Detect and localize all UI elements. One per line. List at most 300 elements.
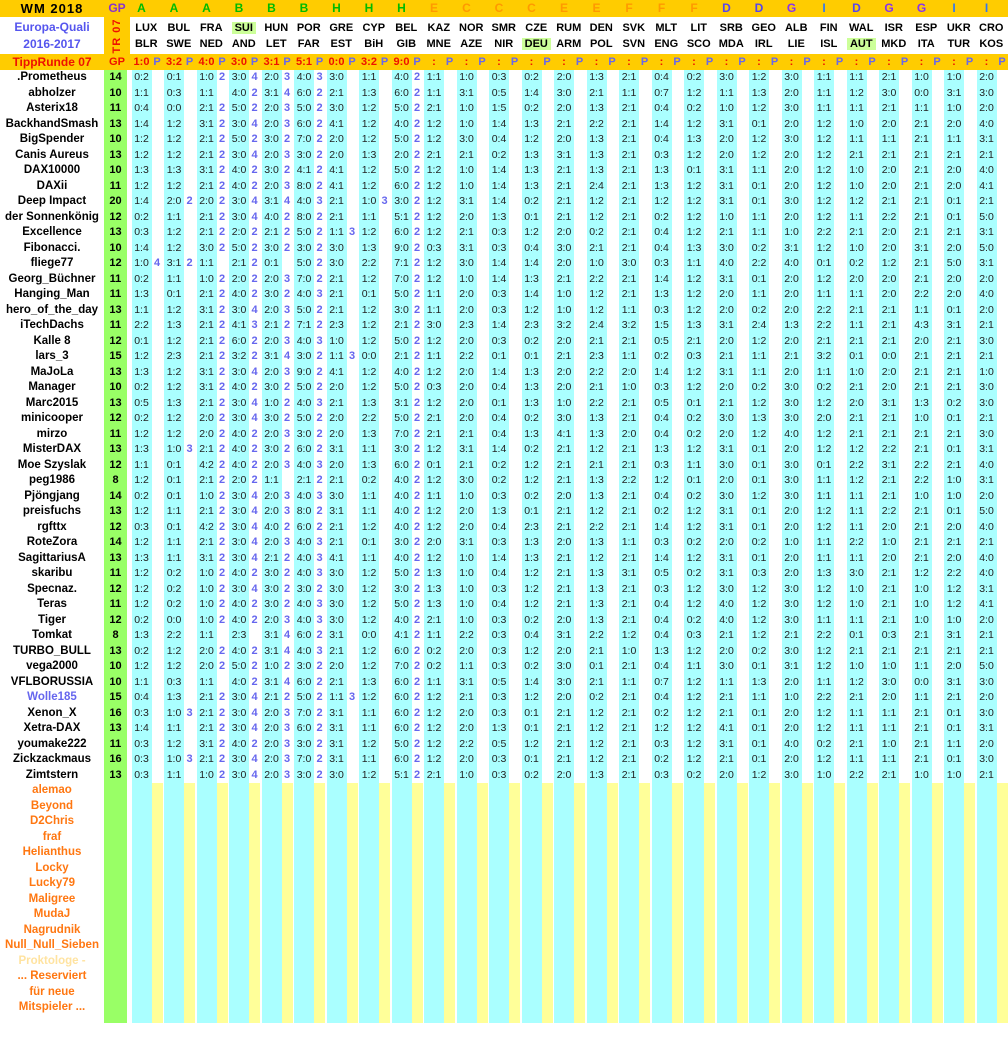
- match-cell: [553, 613, 586, 629]
- player-row: [0, 349, 1008, 365]
- prediction-cell: 2:0: [457, 752, 477, 768]
- points-cell: [347, 706, 358, 722]
- player-name[interactable]: fliege77: [30, 257, 74, 269]
- points-cell: [574, 628, 585, 644]
- prediction-cell: 3:0: [782, 613, 802, 629]
- match-cell: [260, 675, 293, 691]
- points-cell: [737, 613, 748, 629]
- prediction-cell: 4:0: [977, 287, 997, 303]
- match-cell: [423, 349, 456, 365]
- match-cell: [390, 675, 423, 691]
- player-name[interactable]: hero_of_the_day: [5, 303, 99, 316]
- points-cell: [737, 210, 748, 226]
- match-teams: [325, 17, 358, 54]
- points-cell: [964, 411, 975, 427]
- player-row: [0, 582, 1008, 598]
- player-predictions: [130, 535, 1008, 551]
- empty-points-cell: [769, 845, 780, 861]
- match-cell: [683, 613, 716, 629]
- points-cell: [347, 551, 358, 567]
- player-name[interactable]: Georg_Büchner: [8, 272, 96, 285]
- match-cell: [488, 334, 521, 350]
- match-cell: [423, 659, 456, 675]
- prediction-cell: 2:0: [262, 117, 282, 133]
- empty-prediction-cell: [392, 845, 412, 861]
- points-cell: [802, 690, 813, 706]
- player-row: [0, 597, 1008, 613]
- points-cell: [607, 675, 618, 691]
- player-name[interactable]: RoteZora: [26, 536, 78, 548]
- player-name[interactable]: DAXii: [36, 179, 68, 192]
- group-letter: D: [754, 1, 764, 15]
- prediction-cell: 3:0: [977, 675, 997, 691]
- group-column: [780, 0, 813, 17]
- match-cell: [520, 504, 553, 520]
- empty-prediction-cell: [164, 907, 184, 923]
- inactive-player-name: fraf: [42, 830, 62, 843]
- match-cell: [813, 551, 846, 567]
- player-name[interactable]: BigSpender: [19, 133, 85, 145]
- points-cell: [932, 504, 943, 520]
- match-cell: [813, 458, 846, 474]
- match-cell: [163, 520, 196, 536]
- prediction-cell: 0:1: [944, 752, 964, 768]
- player-name[interactable]: Tomkat: [31, 629, 73, 641]
- points-cell: [899, 334, 910, 350]
- prediction-cell: 3:1: [977, 473, 997, 489]
- player-name[interactable]: MaJoLa: [30, 365, 74, 378]
- match-cell: [163, 179, 196, 195]
- prediction-cell: 2:1: [424, 427, 444, 443]
- match-cell: [553, 830, 586, 846]
- empty-points-cell: [704, 799, 715, 815]
- player-name[interactable]: VFLBORUSSIA: [10, 675, 94, 688]
- prediction-cell: 4:0: [392, 473, 412, 489]
- prediction-cell: 2:0: [717, 535, 737, 551]
- match-cell: [943, 628, 976, 644]
- match-cell: [975, 706, 1008, 722]
- home-team: [813, 20, 846, 36]
- empty-points-cell: [477, 814, 488, 830]
- player-name[interactable]: rgfttx: [37, 520, 67, 533]
- prediction-cell: 2:3: [327, 318, 347, 334]
- points-cell: [444, 287, 455, 303]
- player-name[interactable]: Moe Szyslak: [17, 458, 87, 471]
- player-row: [0, 132, 1008, 148]
- match-cell: [618, 613, 651, 629]
- prediction-cell: 1:0: [197, 566, 217, 582]
- points-cell: [834, 458, 845, 474]
- inactive-cells: [130, 876, 1008, 892]
- inactive-row: [0, 799, 1008, 815]
- match-cell: [260, 179, 293, 195]
- prediction-cell: 4:0: [392, 504, 412, 520]
- points-cell: 2: [218, 644, 226, 657]
- prediction-cell: 1:0: [457, 582, 477, 598]
- player-name[interactable]: BackhandSmash: [5, 117, 99, 130]
- points-cell: [997, 520, 1008, 536]
- prediction-cell: 2:1: [619, 768, 639, 784]
- empty-prediction-cell: [587, 783, 607, 799]
- points-cell: [607, 721, 618, 737]
- points-cell: [704, 256, 715, 272]
- prediction-cell: 1:1: [879, 706, 899, 722]
- prediction-cell: 2:1: [912, 721, 932, 737]
- player-name[interactable]: DAX10000: [23, 164, 81, 176]
- prediction-cell: 1:2: [587, 194, 607, 210]
- player-name[interactable]: preisfuchs: [22, 505, 82, 517]
- points-cell: [737, 659, 748, 675]
- prediction-cell: 0:3: [652, 737, 672, 753]
- match-cell: [488, 752, 521, 768]
- match-cell: [423, 396, 456, 412]
- prediction-cell: 2:1: [912, 535, 932, 551]
- points-cell: 2: [283, 598, 291, 610]
- prediction-cell: 2:2: [164, 628, 184, 644]
- prediction-cell: 0:1: [944, 504, 964, 520]
- prediction-cell: 1:0: [554, 287, 574, 303]
- player-name[interactable]: iTechDachs: [20, 319, 84, 331]
- prediction-cell: 2:1: [619, 752, 639, 768]
- points-cell: [672, 210, 683, 226]
- prediction-cell: 7:0: [294, 272, 314, 288]
- inactive-cells: [130, 783, 1008, 799]
- home-team-code: CRO: [979, 22, 1004, 34]
- points-cell: [672, 117, 683, 133]
- prediction-cell: 2:1: [912, 210, 932, 226]
- match-cell: [585, 706, 618, 722]
- points-cell: [347, 644, 358, 660]
- points-cell: [444, 582, 455, 598]
- empty-points-cell: [997, 876, 1008, 892]
- player-name[interactable]: Deep Impact: [17, 195, 87, 207]
- match-cell: [878, 535, 911, 551]
- points-cell: [574, 86, 585, 102]
- match-cell: [813, 318, 846, 334]
- points-cell: [672, 737, 683, 753]
- points-cell: [997, 287, 1008, 303]
- points-cell: [477, 659, 488, 675]
- prediction-cell: 0:5: [489, 86, 509, 102]
- match-cell: [358, 520, 391, 536]
- match-teams: [845, 17, 878, 54]
- match-cell: [878, 706, 911, 722]
- player-name[interactable]: .Prometheus: [17, 71, 87, 83]
- points-cell: [509, 380, 520, 396]
- points-cell: [152, 132, 163, 148]
- points-cell: [347, 318, 358, 334]
- points-cell: [379, 582, 390, 598]
- prediction-cell: 1:3: [359, 241, 379, 257]
- points-cell: [932, 210, 943, 226]
- points-cell: [802, 241, 813, 257]
- match-cell: [585, 380, 618, 396]
- prediction-cell: 2:1: [197, 349, 217, 365]
- match-header: [488, 17, 521, 54]
- player-name[interactable]: Zickzackmaus: [13, 753, 91, 765]
- player-name[interactable]: Asterix18: [26, 102, 78, 114]
- player-name[interactable]: Tiger: [38, 613, 66, 626]
- player-row: [0, 334, 1008, 350]
- match-cell: [683, 287, 716, 303]
- match-cell: [325, 566, 358, 582]
- points-label: P: [478, 56, 486, 68]
- points-cell: 3: [283, 427, 291, 440]
- prediction-cell: 1:2: [424, 690, 444, 706]
- prediction-cell: 7:0: [294, 706, 314, 722]
- match-cell: [488, 101, 521, 117]
- match-cell: [423, 845, 456, 861]
- points-cell: [477, 675, 488, 691]
- player-name[interactable]: Excellence: [22, 226, 82, 238]
- points-cell: [379, 334, 390, 350]
- prediction-cell: 2:0: [944, 272, 964, 288]
- points-cell: [509, 597, 520, 613]
- group-column: [618, 0, 651, 17]
- home-team: [943, 20, 976, 36]
- points-cell: [932, 117, 943, 133]
- points-cell: 3: [251, 319, 258, 331]
- match-cell: [975, 458, 1008, 474]
- match-cell: [813, 566, 846, 582]
- empty-prediction-cell: [912, 892, 932, 908]
- points-cell: [184, 504, 195, 520]
- prediction-cell: 1:0: [847, 659, 867, 675]
- prediction-cell: 1:2: [424, 163, 444, 179]
- prediction-cell: 1:2: [522, 225, 542, 241]
- prediction-cell: 2:1: [197, 148, 217, 164]
- player-gp: 20: [104, 194, 127, 210]
- points-cell: [997, 318, 1008, 334]
- player-name[interactable]: Xenon_X: [27, 706, 77, 719]
- away-team-code: SCO: [686, 38, 711, 50]
- prediction-cell: 1:2: [814, 504, 834, 520]
- empty-points-cell: [834, 799, 845, 815]
- empty-points-cell: [314, 876, 325, 892]
- match-cell: [325, 737, 358, 753]
- match-cell: [748, 551, 781, 567]
- match-cell: [488, 365, 521, 381]
- match-header: [325, 17, 358, 54]
- match-cell: [455, 582, 488, 598]
- prediction-cell: 2:1: [847, 303, 867, 319]
- match-cell: [228, 675, 261, 691]
- prediction-cell: 2:1: [879, 101, 899, 117]
- points-cell: [184, 365, 195, 381]
- match-cell: [130, 365, 163, 381]
- player-name[interactable]: Canis Aureus: [15, 148, 89, 161]
- match-cell: [683, 303, 716, 319]
- prediction-cell: 9:0: [392, 241, 412, 257]
- prediction-cell: 2:1: [327, 644, 347, 660]
- player-name[interactable]: abholzer: [28, 86, 76, 99]
- match-cell: [715, 566, 748, 582]
- player-name[interactable]: minicooper: [21, 412, 83, 424]
- prediction-cell: 2:1: [554, 458, 574, 474]
- prediction-cell: 2:1: [944, 380, 964, 396]
- match-cell: [455, 132, 488, 148]
- prediction-cell: 3:0: [327, 70, 347, 86]
- prediction-cell: 1:2: [944, 582, 964, 598]
- points-cell: [639, 644, 650, 660]
- player-name[interactable]: lars_3: [35, 350, 69, 362]
- prediction-cell: 1:2: [359, 690, 379, 706]
- match-cell: [520, 148, 553, 164]
- match-result-cell: [488, 54, 521, 70]
- prediction-cell: 1:2: [684, 752, 704, 768]
- player-name[interactable]: vega2000: [26, 660, 78, 672]
- prediction-cell: 1:0: [944, 101, 964, 117]
- points-label: P: [543, 56, 551, 68]
- empty-prediction-cell: [717, 845, 737, 861]
- prediction-cell: 1:1: [847, 210, 867, 226]
- player-name[interactable]: der Sonnenkönig: [5, 210, 99, 223]
- match-cell: [293, 380, 326, 396]
- points-cell: [802, 349, 813, 365]
- away-team-code: NIR: [494, 38, 514, 50]
- points-cell: [444, 241, 455, 257]
- match-cell: [520, 411, 553, 427]
- prediction-cell: 3:1: [977, 256, 997, 272]
- points-cell: 2: [251, 458, 258, 471]
- prediction-cell: 0:3: [489, 287, 509, 303]
- player-name[interactable]: mirzo: [36, 427, 68, 440]
- prediction-cell: 2:1: [587, 675, 607, 691]
- prediction-cell: 3:0: [977, 396, 997, 412]
- prediction-cell: 3:1: [977, 225, 997, 241]
- empty-prediction-cell: [652, 876, 672, 892]
- match-cell: [455, 799, 488, 815]
- prediction-cell: 1:1: [912, 690, 932, 706]
- match-cell: [748, 520, 781, 536]
- prediction-cell: 3:1: [262, 675, 282, 691]
- match-teams: [293, 17, 326, 54]
- points-cell: [607, 768, 618, 784]
- match-cell: [358, 148, 391, 164]
- prediction-cell: 2:0: [977, 690, 997, 706]
- player-name[interactable]: Fibonacci.: [23, 241, 81, 254]
- points-cell: 4: [283, 644, 291, 657]
- inactive-gp-cell: [104, 783, 127, 799]
- points-cell: 2: [283, 226, 291, 238]
- match-cell: [293, 148, 326, 164]
- player-name[interactable]: Kalle 8: [33, 334, 71, 347]
- match-cell: [780, 582, 813, 598]
- empty-prediction-cell: [944, 783, 964, 799]
- points-cell: [997, 628, 1008, 644]
- prediction-cell: 2:1: [619, 241, 639, 257]
- player-name[interactable]: Zimtstern: [25, 768, 79, 781]
- prediction-cell: 6:0: [229, 334, 249, 350]
- prediction-cell: 2:1: [879, 473, 899, 489]
- match-cell: [520, 535, 553, 551]
- player-name[interactable]: SagittariusA: [18, 551, 86, 564]
- prediction-cell: 3:1: [197, 163, 217, 179]
- points-cell: [347, 241, 358, 257]
- player-name[interactable]: Hanging_Man: [14, 288, 90, 300]
- prediction-cell: 4:0: [229, 675, 249, 691]
- player-name[interactable]: Pjöngjang: [24, 489, 80, 502]
- match-cell: [228, 349, 261, 365]
- prediction-cell: 2:0: [944, 241, 964, 257]
- points-cell: [769, 303, 780, 319]
- prediction-cell: 0:4: [489, 380, 509, 396]
- match-cell: [878, 551, 911, 567]
- player-name[interactable]: youmake222: [17, 737, 87, 750]
- player-name[interactable]: Marc2015: [25, 396, 79, 409]
- match-cell: [195, 458, 228, 474]
- points-cell: [964, 303, 975, 319]
- player-name[interactable]: skaribu: [31, 567, 73, 579]
- player-gp: 14: [104, 535, 127, 551]
- prediction-cell: 2:0: [197, 644, 217, 660]
- empty-points-cell: [184, 830, 195, 846]
- match-cell: [715, 303, 748, 319]
- prediction-cell: 1:0: [619, 380, 639, 396]
- points-cell: [477, 70, 488, 86]
- prediction-cell: 1:0: [619, 644, 639, 660]
- prediction-cell: 1:1: [847, 752, 867, 768]
- player-name[interactable]: Teras: [37, 598, 67, 610]
- empty-points-cell: [347, 783, 358, 799]
- match-cell: [618, 194, 651, 210]
- prediction-cell: 2:1: [197, 690, 217, 706]
- prediction-cell: 2:1: [782, 628, 802, 644]
- match-cell: [293, 396, 326, 412]
- points-cell: [574, 272, 585, 288]
- points-cell: [184, 101, 195, 117]
- player-gp: 16: [104, 706, 127, 722]
- match-cell: [195, 675, 228, 691]
- match-cell: [910, 272, 943, 288]
- empty-prediction-cell: [522, 892, 542, 908]
- match-cell: [195, 644, 228, 660]
- player-name[interactable]: MisterDAX: [22, 443, 82, 455]
- empty-prediction-cell: [814, 861, 834, 877]
- player-name[interactable]: Specnaz.: [27, 582, 77, 595]
- inactive-player-name: D2Chris: [29, 815, 75, 827]
- points-cell: [802, 194, 813, 210]
- match-cell: [488, 690, 521, 706]
- match-cell: [195, 303, 228, 319]
- prediction-cell: 2:1: [847, 148, 867, 164]
- empty-points-cell: [834, 814, 845, 830]
- match-cell: [325, 799, 358, 815]
- player-name[interactable]: Manager: [28, 381, 76, 393]
- match-cell: [975, 551, 1008, 567]
- player-gp: 11: [104, 179, 127, 195]
- prediction-cell: 2:0: [554, 535, 574, 551]
- points-cell: [152, 70, 163, 86]
- empty-prediction-cell: [782, 892, 802, 908]
- prediction-cell: 0:1: [847, 349, 867, 365]
- match-cell: [390, 334, 423, 350]
- player-row: [0, 690, 1008, 706]
- points-cell: [379, 287, 390, 303]
- points-cell: [379, 597, 390, 613]
- match-cell: [325, 520, 358, 536]
- player-name[interactable]: TURBO_BULL: [13, 644, 91, 657]
- points-cell: [574, 365, 585, 381]
- player-name[interactable]: peg1986: [28, 474, 76, 486]
- match-cell: [618, 721, 651, 737]
- group-letter-gap: [184, 0, 195, 17]
- group-letter: B: [299, 1, 309, 15]
- points-cell: [834, 628, 845, 644]
- player-name[interactable]: Wolle185: [27, 691, 77, 703]
- points-cell: 2: [218, 489, 226, 502]
- player-name[interactable]: Xetra-DAX: [23, 722, 81, 734]
